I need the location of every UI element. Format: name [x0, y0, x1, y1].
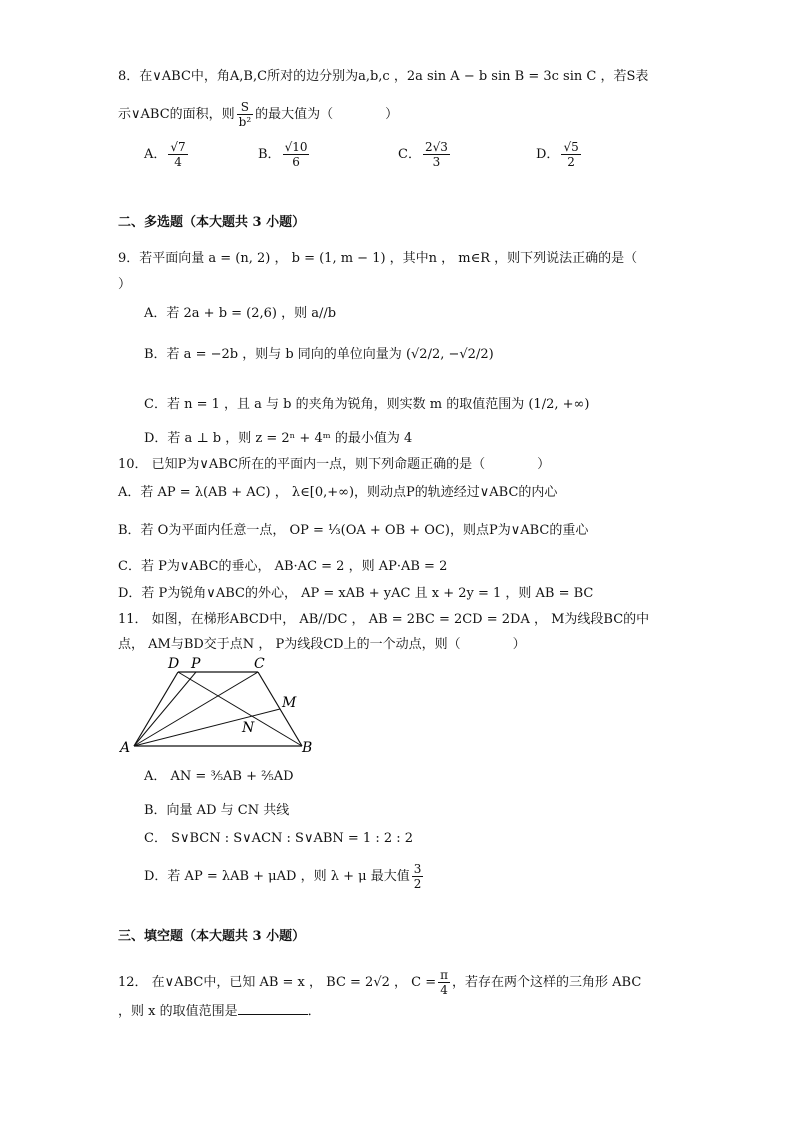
q8-option-a	[144, 140, 190, 169]
label-n: N	[242, 720, 255, 736]
q12-c-den: 4	[440, 983, 448, 997]
q9-option-a: A．若 2a + b = (2,6) ，则 a//b	[144, 306, 337, 321]
q9-line2: ）	[118, 277, 132, 292]
q9-option-c-text: C．若 n = 1 ，且 a 与 b 的夹角为锐角，则实数 m 的取值范围为	[144, 397, 525, 412]
segment-da	[134, 672, 178, 746]
q10-option-c: C．若 P为∨ABC的垂心， AB·AC = 2 ，则 AP·AB = 2	[118, 559, 448, 574]
q12-line2-pre: ，则 x 的取值范围是	[118, 1004, 238, 1019]
q9-option-b	[144, 346, 494, 364]
q11-option-d-text: D．若 AP = λAB + μAD ，则 λ + μ 最大值	[144, 869, 410, 884]
q11-option-d	[144, 862, 425, 891]
q8-line2	[118, 100, 398, 129]
option-num: √10	[284, 140, 308, 154]
label-c: C	[254, 656, 265, 672]
option-num: √5	[563, 140, 579, 154]
label-d: D	[168, 656, 180, 672]
q11-option-d-num: 3	[413, 862, 422, 876]
q8-option-d	[536, 140, 583, 169]
q9-option-b-vector: (√2/2, −√2/2)	[405, 347, 494, 362]
label-m: M	[282, 695, 297, 711]
q10-option-d: D．若 P为锐角∨ABC的外心， AP = xAB + yAC 且 x + 2y = 1 ，则 AB = BC	[118, 586, 594, 601]
label-p: P	[191, 656, 201, 672]
option-num: √7	[170, 140, 186, 154]
q11-option-a: A． AN = ⅗AB + ⅖AD	[144, 769, 294, 784]
option-label: A．	[144, 147, 167, 162]
q11-option-c: C． S∨BCN : S∨ACN : S∨ABN = 1 : 2 : 2	[144, 831, 414, 846]
q11-option-d-den: 2	[413, 877, 422, 891]
option-den: 6	[292, 155, 300, 169]
q11-option-b: B．向量 AD 与 CN 共线	[144, 803, 290, 818]
q11-line1: 11． 如图，在梯形ABCD中， AB//DC ， AB = 2BC = 2CD = 2DA ， M为线段BC的中	[118, 612, 650, 627]
segment-ap	[134, 672, 196, 746]
section-heading-fill-blank: 三、填空题（本大题共 3 小题）	[118, 929, 306, 944]
answer-blank[interactable]	[238, 1002, 308, 1015]
q9-option-c	[144, 396, 589, 414]
q12-line1	[118, 968, 641, 997]
label-a: A	[120, 740, 131, 754]
section-heading-multi-choice: 二、多选题（本大题共 3 小题）	[118, 215, 306, 230]
q8-line2-post: 的最大值为（ ）	[255, 107, 399, 122]
q10-option-a: A．若 AP = λ(AB + AC) ， λ∈[0,+∞)，则动点P的轨迹经过∨ABC的内心	[118, 485, 558, 500]
q12-line1-pre: 12． 在∨ABC中，已知 AB = x ， BC = 2√2 ， C =	[118, 975, 437, 990]
q12-line1-post: ，若存在两个这样的三角形 ABC	[452, 975, 642, 990]
q8-option-c	[398, 140, 452, 169]
option-label: D．	[536, 147, 560, 162]
segment-am	[134, 709, 280, 746]
q12-line2	[118, 1002, 321, 1021]
q10-line1: 10． 已知P为∨ABC所在的平面内一点，则下列命题正确的是（ ）	[118, 457, 551, 472]
option-label: C．	[398, 147, 421, 162]
q9-line1: 9．若平面向量 a = (n, 2) ， b = (1, m − 1) ，其中n ， m∈R ，则下列说法正确的是（	[118, 251, 638, 266]
q8-option-b	[258, 140, 311, 169]
q9-option-c-interval: (1/2, +∞)	[528, 397, 590, 412]
option-num: 2√3	[424, 140, 448, 154]
trapezoid-figure	[116, 654, 326, 754]
q9-option-d: D．若 a ⊥ b ，则 z = 2ⁿ + 4ᵐ 的最小值为 4	[144, 431, 413, 446]
q12-c-num: π	[440, 968, 448, 982]
option-den: 2	[567, 155, 575, 169]
q8-fraction	[237, 100, 254, 129]
q8-frac-num: S	[237, 100, 254, 115]
option-den: 4	[174, 155, 182, 169]
q8-line1: 8．在∨ABC中，角A,B,C所对的边分别为a,b,c ，2a sin A − b sin B = 3c sin C ，若S表	[118, 69, 649, 84]
q8-line2-pre: 示∨ABC的面积，则	[118, 107, 235, 122]
label-b: B	[302, 740, 313, 754]
q12-line2-post: ．	[307, 1004, 321, 1019]
q10-option-b: B．若 O为平面内任意一点， OP = ⅓(OA + OB + OC)，则点P为∨ABC的重心	[118, 523, 589, 538]
q11-line2: 点， AM与BD交于点N ， P为线段CD上的一个动点，则（ ）	[118, 637, 526, 652]
option-label: B．	[258, 147, 281, 162]
option-den: 3	[432, 155, 441, 169]
q9-option-b-text: B．若 a = −2b ，则与 b 同向的单位向量为	[144, 347, 402, 362]
q8-frac-den: b²	[238, 115, 252, 129]
